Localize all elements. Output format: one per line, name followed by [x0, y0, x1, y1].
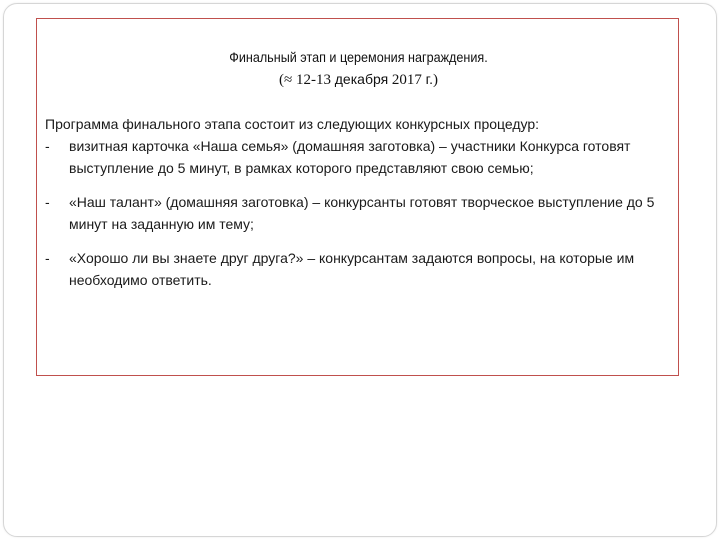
list-item: [45, 191, 675, 235]
bullet-dash: -: [45, 194, 50, 210]
program-intro: Программа финального этапа состоит из следующих конкурсных процедур:: [45, 116, 540, 132]
subtitle-year-suffix: г.: [425, 71, 433, 87]
list-item-text: «Наш талант» (домашняя заготовка) – конкурсанты готовят творческое выступление до 5 минут на заданную им тему;: [69, 194, 655, 232]
bullet-dash: -: [45, 250, 50, 266]
subtitle-year: 2017: [388, 72, 426, 88]
list-item-text: «Хорошо ли вы знаете друг друга?» – конкурсантам задаются вопросы, на которые им необходимо ответить.: [69, 250, 635, 288]
list-item: [45, 247, 675, 291]
program-text: [45, 113, 675, 291]
content-box: [36, 18, 679, 376]
list-item: [45, 135, 675, 179]
slide-subtitle: [37, 71, 680, 89]
subtitle-prefix: (≈ 12-13: [279, 72, 335, 88]
subtitle-month: декабря: [334, 71, 389, 87]
subtitle-suffix: ): [432, 72, 438, 88]
bullet-dash: -: [45, 138, 50, 154]
slide-title: Финальный этап и церемония награждения.: [229, 49, 488, 65]
list-item-text: визитная карточка «Наша семья» (домашняя заготовка) – участники Конкурса готовят выступление до 5 минут, в рамках которого представляют свою семью;: [69, 138, 631, 176]
